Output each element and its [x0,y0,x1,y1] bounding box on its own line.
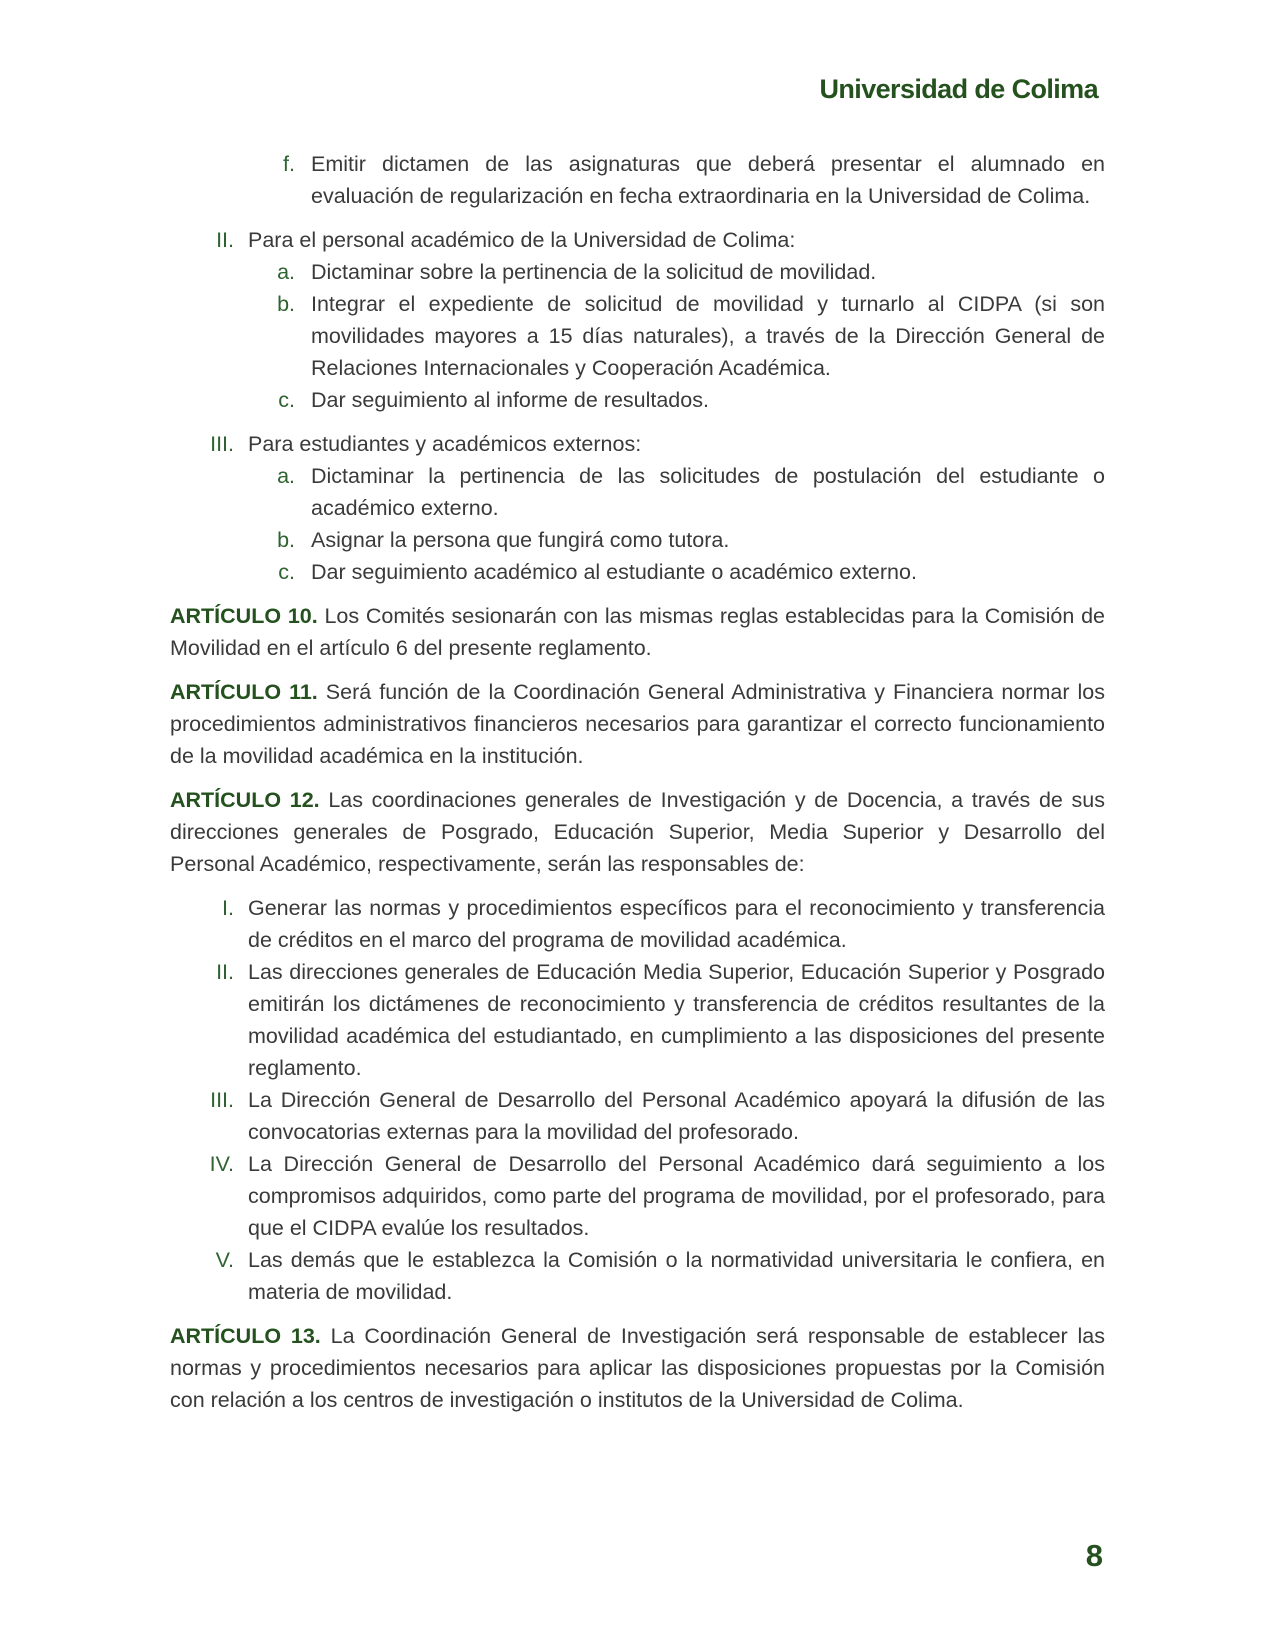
roman-list-item [170,892,1105,956]
article-text: Los Comités sesionarán con las mismas reglas establecidas para la Comisión de Movilidad en el artículo 6 del presente reglamento. [170,604,1105,660]
list-item-text: Asignar la persona que fungirá como tutora. [311,528,730,552]
roman-list-item [170,1148,1105,1244]
roman-item [170,224,1105,416]
list-item-text: Emitir dictamen de las asignaturas que deberá presentar el alumnado en evaluación de regularización en fecha extraordinaria en la Universidad de Colima. [311,152,1105,208]
letter-list-item [170,288,1105,384]
list-marker: III. [210,432,234,456]
roman-list-item [170,1244,1105,1308]
letter-item [170,148,1105,212]
article-text: La Coordinación General de Investigación será responsable de establecer las normas y procedimientos necesarios para aplicar las disposiciones propuestas por la Comisión con relación a los centros de investigación o institutos de la Universidad de Colima. [170,1324,1105,1412]
list-marker: a. [277,464,295,488]
list-item-text: Para estudiantes y académicos externos: [248,432,642,456]
article-text: Será función de la Coordinación General Administrativa y Financiera normar los procedimientos administrativos financieros necesarios para garantizar el correcto funcionamiento de la movilidad académica en la institución. [170,680,1105,768]
roman-list-item [170,224,1105,256]
article-paragraph [170,676,1105,772]
article [170,676,1105,772]
list-marker: IV. [209,1152,234,1176]
list-item-text: Dictaminar sobre la pertinencia de la solicitud de movilidad. [311,260,877,284]
list-marker: c. [278,388,295,412]
list-item-text: Generar las normas y procedimientos específicos para el reconocimiento y transferencia de créditos en el marco del programa de movilidad académica. [248,896,1105,952]
list-item-text: La Dirección General de Desarrollo del Personal Académico dará seguimiento a los compromisos adquiridos, como parte del programa de movilidad, por el profesorado, para que el CIDPA evalúe los resultados. [248,1152,1105,1240]
article [170,1320,1105,1416]
list-item-text: Las demás que le establezca la Comisión o la normatividad universitaria le confiera, en materia de movilidad. [248,1248,1105,1304]
article [170,600,1105,664]
article-label: ARTÍCULO 10. [170,604,318,628]
article-paragraph [170,1320,1105,1416]
list-item-text: Integrar el expediente de solicitud de movilidad y turnarlo al CIDPA (si son movilidades mayores a 15 días naturales), a través de la Dirección General de Relaciones Internacionales y Cooperación Académica. [311,292,1105,380]
document-content [170,148,1105,1428]
list-item-text: Dar seguimiento académico al estudiante o académico externo. [311,560,917,584]
letter-list-item [170,148,1105,212]
list-marker: a. [277,260,295,284]
article-paragraph [170,784,1105,880]
page-header-title: Universidad de Colima [819,74,1098,104]
list-marker: b. [277,292,295,316]
article-text: Las coordinaciones generales de Investigación y de Docencia, a través de sus direcciones generales de Posgrado, Educación Superior, Media Superior y Desarrollo del Personal Académico, respectivamente, serán las responsables de: [170,788,1106,876]
letter-list-item [170,460,1105,524]
article [170,784,1105,880]
list-marker: II. [216,960,234,984]
list-marker: III. [210,1088,234,1112]
list-item-text: Dar seguimiento al informe de resultados. [311,388,709,412]
list-item-text: Para el personal académico de la Universidad de Colima: [248,228,796,252]
roman-list-item [170,428,1105,460]
list-marker: b. [277,528,295,552]
list-item-text: La Dirección General de Desarrollo del Personal Académico apoyará la difusión de las convocatorias externas para la movilidad del profesorado. [248,1088,1105,1144]
roman-list-item [170,1084,1105,1148]
letter-list-item [170,556,1105,588]
list-marker: f. [283,152,295,176]
letter-list-item [170,384,1105,416]
list-marker: V. [215,1248,234,1272]
letter-list-item [170,524,1105,556]
list-item-text: Dictaminar la pertinencia de las solicitudes de postulación del estudiante o académico externo. [311,464,1105,520]
roman-list-item [170,956,1105,1084]
list-item-text: Las direcciones generales de Educación Media Superior, Educación Superior y Posgrado emitirán los dictámenes de reconocimiento y transferencia de créditos resultantes de la movilidad académica del estudiantado, en cumplimiento a las disposiciones del presente reglamento. [248,960,1105,1080]
article-label: ARTÍCULO 13. [170,1324,321,1348]
article-paragraph [170,600,1105,664]
roman-list [170,892,1105,1308]
page-number: 8 [1085,1538,1103,1573]
roman-item [170,428,1105,588]
article-label: ARTÍCULO 11. [170,680,318,704]
list-marker: I. [222,896,234,920]
list-marker: c. [278,560,295,584]
letter-list-item [170,256,1105,288]
list-marker: II. [216,228,234,252]
article-label: ARTÍCULO 12. [170,788,320,812]
